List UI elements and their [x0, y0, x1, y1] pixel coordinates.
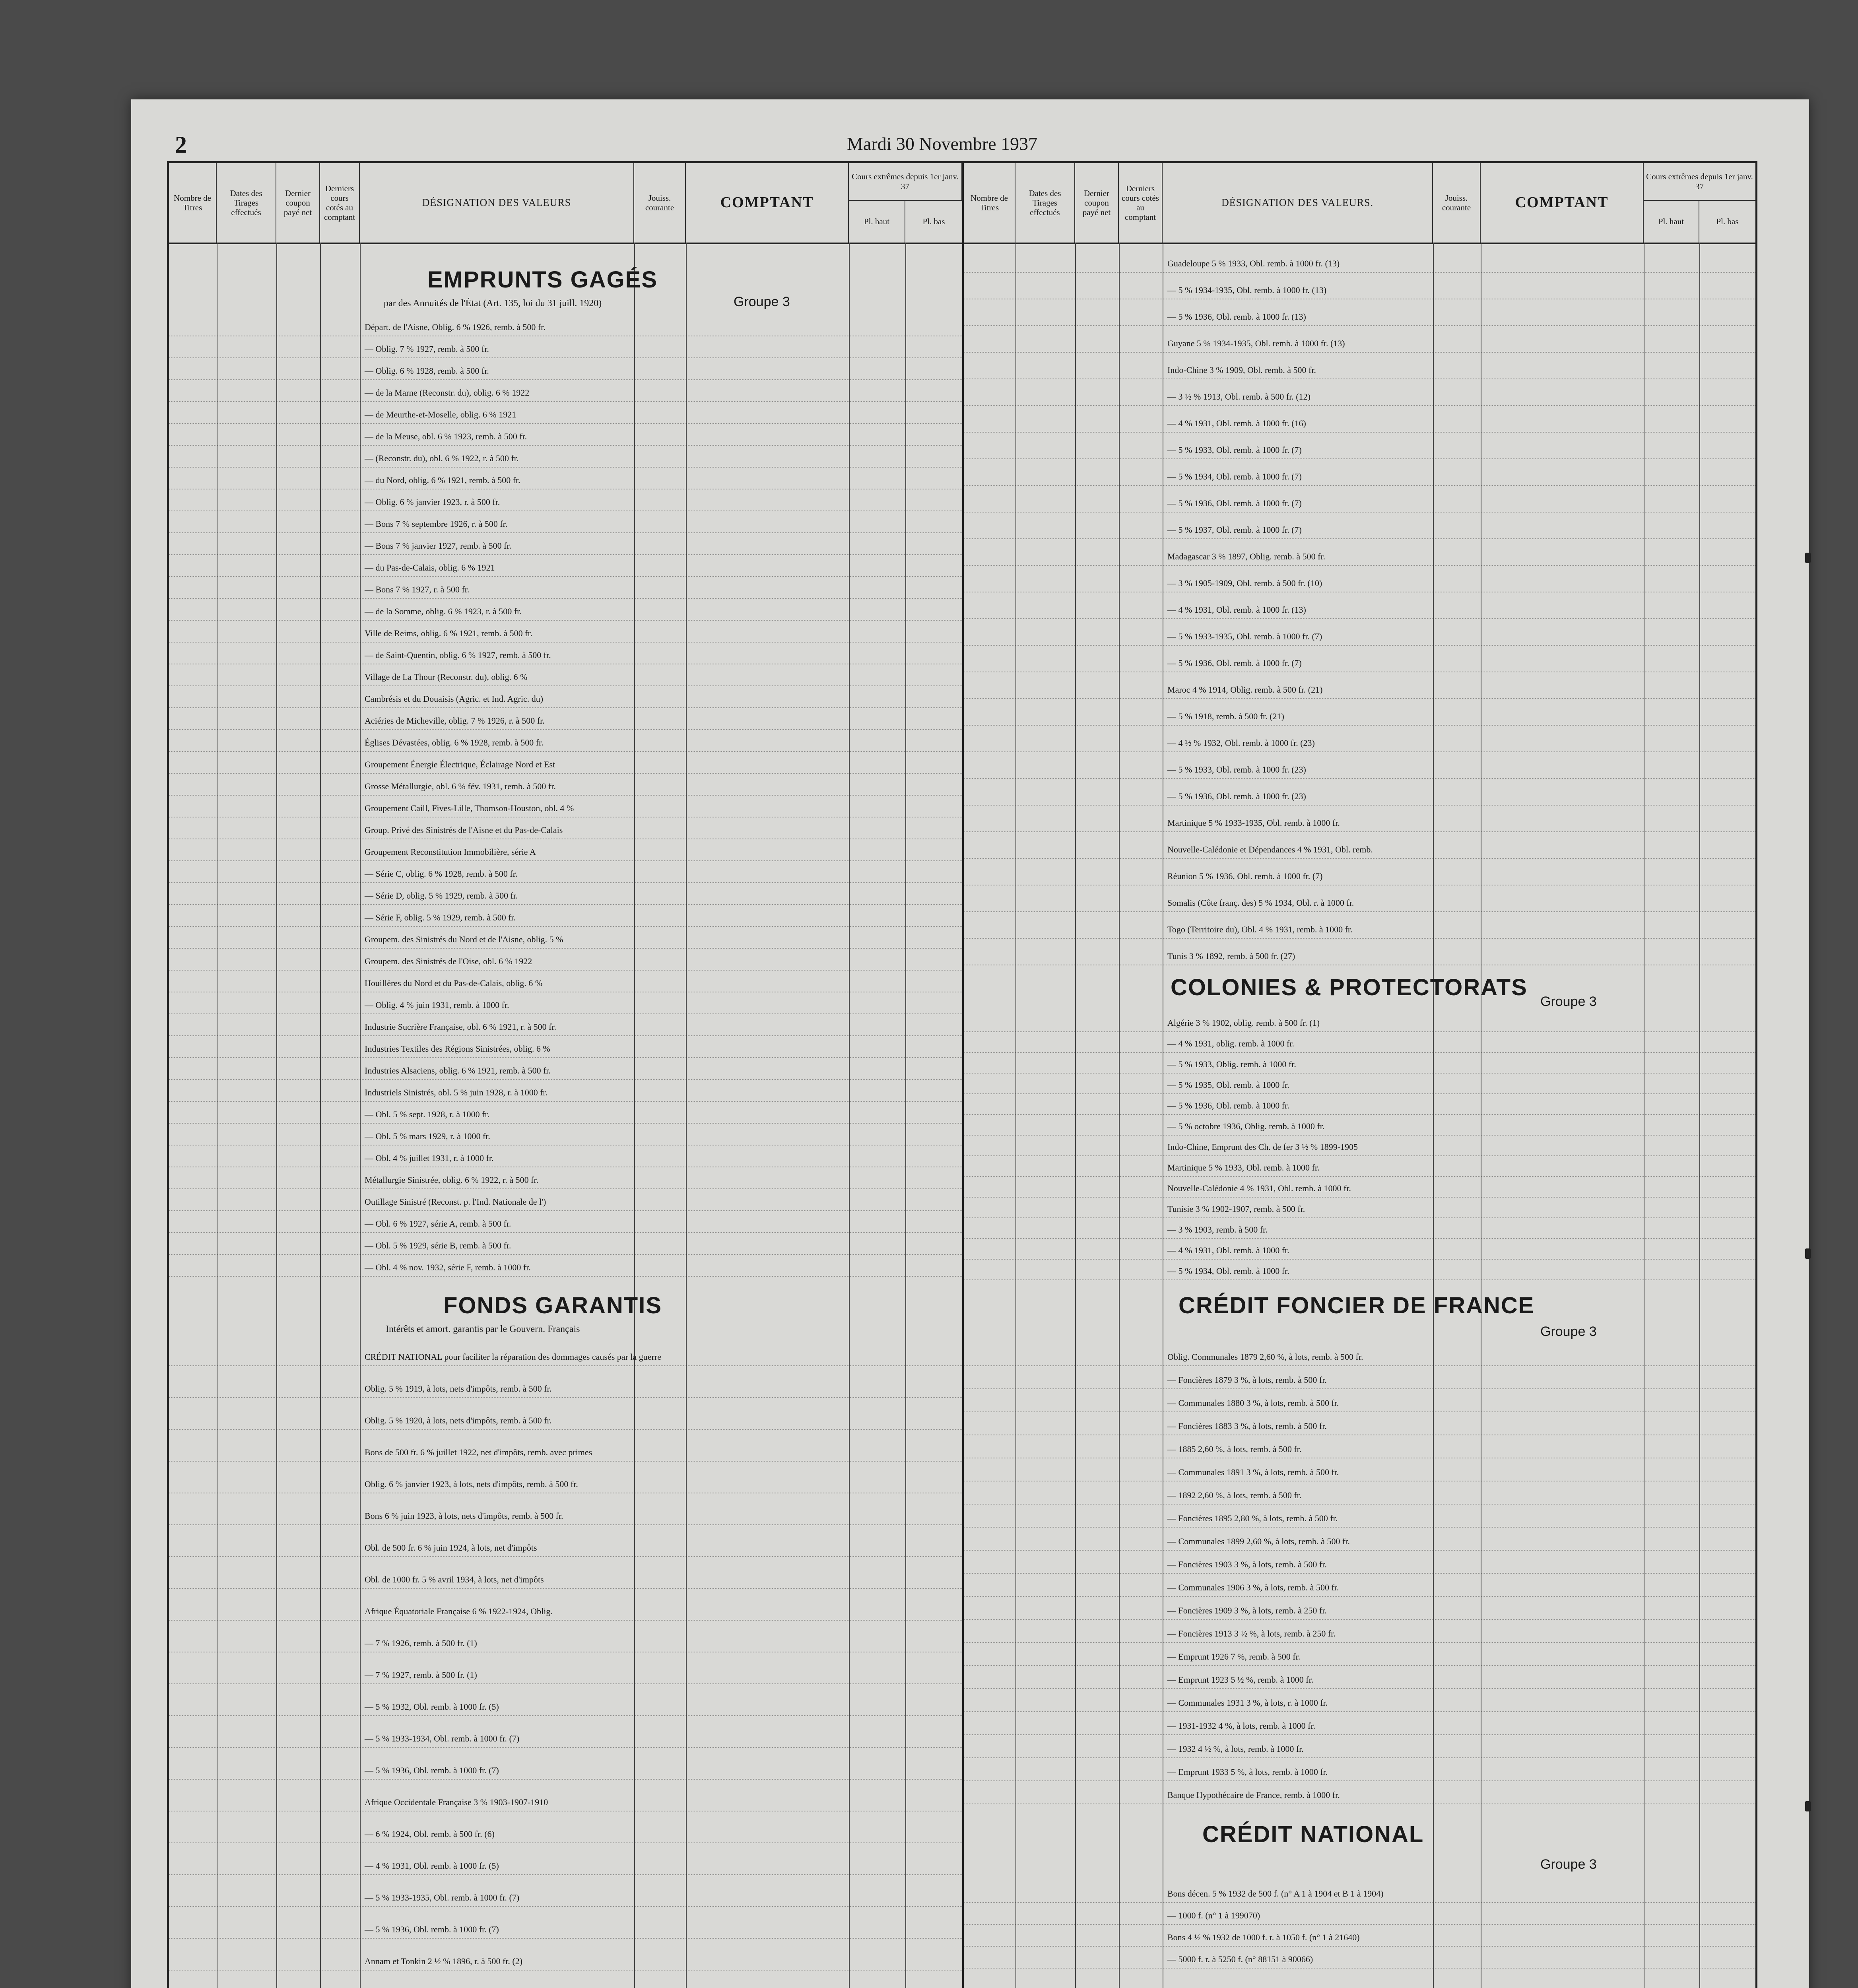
- security-designation: Algérie 3 % 1902, oblig. remb. à 500 fr. (1): [1167, 1018, 1320, 1028]
- security-designation: Village de La Thour (Reconstr. du), oblig. 6 %: [365, 672, 528, 682]
- row-dotted-rule: [964, 885, 1755, 886]
- row-dotted-rule: [169, 423, 962, 424]
- security-designation: — Bons 7 % septembre 1926, r. à 500 fr.: [365, 519, 508, 529]
- security-designation: — 5 % 1934-1935, Obl. remb. à 1000 fr. (13): [1167, 285, 1327, 295]
- row-dotted-rule: [964, 1135, 1755, 1136]
- security-designation: Oblig. Communales 1879 2,60 %, à lots, remb. à 500 fr.: [1167, 1352, 1363, 1362]
- security-designation: Indo-Chine 3 % 1909, Obl. remb. à 500 fr.: [1167, 365, 1316, 375]
- staple-mark: [1805, 553, 1811, 563]
- security-designation: — 5 % 1933, Obl. remb. à 1000 fr. (7): [1167, 445, 1302, 455]
- security-designation: — Foncières 1903 3 %, à lots, remb. à 500 fr.: [1167, 1559, 1327, 1569]
- security-designation: — (Reconstr. du), obl. 6 % 1922, r. à 500 fr.: [365, 453, 519, 463]
- header-derniers-cours: Derniers cours cotés au comptant: [1119, 163, 1163, 243]
- security-designation: — de Saint-Quentin, oblig. 6 % 1927, remb. à 500 fr.: [365, 650, 551, 660]
- security-designation: Cambrésis et du Douaisis (Agric. et Ind. Agric. du): [365, 694, 544, 704]
- row-dotted-rule: [964, 1946, 1755, 1947]
- row-dotted-rule: [964, 1279, 1755, 1281]
- row-dotted-rule: [169, 860, 962, 862]
- row-dotted-rule: [169, 1013, 962, 1015]
- row-dotted-rule: [964, 1435, 1755, 1436]
- security-designation: — 5 % 1933, Obl. remb. à 1000 fr. (23): [1167, 765, 1306, 775]
- row-dotted-rule: [169, 489, 962, 490]
- row-dotted-rule: [964, 405, 1755, 406]
- header-derniers-cours: Derniers cours cotés au comptant: [320, 163, 360, 243]
- security-designation: — 4 % 1931, Obl. remb. à 1000 fr. (13): [1167, 605, 1306, 615]
- security-designation: Bons 6 % juin 1923, à lots, nets d'impôts, remb. à 500 fr.: [365, 1511, 563, 1521]
- security-designation: Annam et Tonkin 2 ½ % 1896, r. à 500 fr. (2): [365, 1956, 523, 1966]
- security-designation: — 3 ½ % 1913, Obl. remb. à 500 fr. (12): [1167, 392, 1311, 402]
- security-designation: — 4 % 1931, Obl. remb. à 1000 fr. (5): [365, 1861, 499, 1871]
- row-dotted-rule: [169, 882, 962, 883]
- security-designation: — 3 % 1903, remb. à 500 fr.: [1167, 1225, 1268, 1235]
- header-jouissance: Jouiss. courante: [1433, 163, 1481, 243]
- row-dotted-rule: [964, 565, 1755, 566]
- security-designation: — 5 % 1936, Obl. remb. à 1000 fr. (13): [1167, 312, 1306, 322]
- row-dotted-rule: [964, 1259, 1755, 1260]
- security-designation: Industrie Sucrière Française, obl. 6 % 1921, r. à 500 fr.: [365, 1022, 557, 1032]
- security-designation: Outillage Sinistré (Reconst. p. l'Ind. Nationale de l'): [365, 1197, 546, 1207]
- section-title-credit-foncier: CRÉDIT FONCIER DE FRANCE: [1178, 1293, 1535, 1318]
- row-dotted-rule: [964, 299, 1755, 300]
- right-table-header: [964, 163, 1755, 244]
- security-designation: — de la Somme, oblig. 6 % 1923, r. à 500 fr.: [365, 606, 522, 616]
- row-dotted-rule: [964, 1238, 1755, 1239]
- security-designation: — 5 % 1936, Obl. remb. à 1000 fr. (7): [1167, 498, 1302, 508]
- row-dotted-rule: [169, 1842, 962, 1844]
- row-dotted-rule: [964, 1780, 1755, 1782]
- page-number: 2: [175, 132, 187, 158]
- row-dotted-rule: [169, 1715, 962, 1716]
- security-designation: Maroc 4 % 1914, Oblig. remb. à 500 fr. (21): [1167, 685, 1323, 695]
- security-designation: — 5 % 1932, Obl. remb. à 1000 fr. (5): [365, 1702, 499, 1712]
- security-designation: Oblig. 5 % 1920, à lots, nets d'impôts, remb. à 500 fr.: [365, 1415, 552, 1425]
- security-designation: — 5 % 1935, Obl. remb. à 1000 fr.: [1167, 1080, 1289, 1090]
- security-designation: — 6 % 1924, Obl. remb. à 500 fr. (6): [365, 1829, 495, 1839]
- security-designation: — 5 % 1918, remb. à 500 fr. (21): [1167, 711, 1284, 721]
- security-designation: — Emprunt 1933 5 %, à lots, remb. à 1000 fr.: [1167, 1767, 1328, 1777]
- security-designation: — Série C, oblig. 6 % 1928, remb. à 500 fr.: [365, 869, 518, 879]
- security-designation: Ville de Reims, oblig. 6 % 1921, remb. à 500 fr.: [365, 628, 533, 638]
- security-designation: Oblig. 5 % 1919, à lots, nets d'impôts, remb. à 500 fr.: [365, 1384, 552, 1394]
- security-designation: — Communales 1906 3 %, à lots, remb. à 500 fr.: [1167, 1582, 1339, 1592]
- security-designation: Industriels Sinistrés, obl. 5 % juin 1928, r. à 1000 fr.: [365, 1087, 548, 1097]
- left-half-table: [169, 163, 964, 1988]
- row-dotted-rule: [964, 1804, 1755, 1805]
- security-designation: — Oblig. 7 % 1927, remb. à 500 fr.: [365, 344, 489, 354]
- row-dotted-rule: [169, 1210, 962, 1211]
- row-dotted-rule: [964, 1596, 1755, 1597]
- security-designation: — Obl. 5 % sept. 1928, r. à 1000 fr.: [365, 1109, 490, 1119]
- security-designation: CRÉDIT NATIONAL pour faciliter la réparation des dommages causés par la guerre: [365, 1352, 661, 1362]
- quotation-table: [167, 161, 1757, 1988]
- page-date: Mardi 30 Novembre 1937: [847, 134, 1038, 154]
- security-designation: — du Nord, oblig. 6 % 1921, remb. à 500 fr.: [365, 475, 520, 485]
- group-label-colonies: Groupe 3: [1540, 994, 1597, 1009]
- security-designation: — 1931-1932 4 %, à lots, remb. à 1000 fr.: [1167, 1721, 1316, 1731]
- security-designation: — Foncières 1883 3 %, à lots, remb. à 500 fr.: [1167, 1421, 1327, 1431]
- header-dernier-coupon: Dernier coupon payé net: [276, 163, 320, 243]
- header-pl-bas: Pl. bas: [1716, 217, 1739, 227]
- row-dotted-rule: [169, 707, 962, 709]
- row-dotted-rule: [964, 1757, 1755, 1759]
- security-designation: — 5 % octobre 1936, Oblig. remb. à 1000 fr.: [1167, 1121, 1325, 1131]
- row-dotted-rule: [169, 1747, 962, 1748]
- row-dotted-rule: [169, 1461, 962, 1462]
- row-dotted-rule: [169, 1397, 962, 1398]
- row-dotted-rule: [964, 1688, 1755, 1689]
- security-designation: — Obl. 5 % 1929, série B, remb. à 500 fr.: [365, 1241, 511, 1250]
- row-dotted-rule: [964, 698, 1755, 699]
- header-pl-bas: Pl. bas: [922, 217, 945, 227]
- security-designation: — Emprunt 1923 5 ½ %, remb. à 1000 fr.: [1167, 1675, 1314, 1685]
- row-dotted-rule: [964, 272, 1755, 273]
- row-dotted-rule: [169, 379, 962, 381]
- security-designation: Afrique Occidentale Française 3 % 1903-1907-1910: [365, 1797, 548, 1807]
- security-designation: — Série D, oblig. 5 % 1929, remb. à 500 fr.: [365, 891, 518, 901]
- security-designation: — de la Marne (Reconstr. du), oblig. 6 % 1922: [365, 388, 530, 398]
- security-designation: — 5 % 1933-1935, Obl. remb. à 1000 fr. (7): [1167, 631, 1322, 641]
- header-nombre-titres: Nombre de Titres: [169, 163, 217, 243]
- row-dotted-rule: [964, 1924, 1755, 1925]
- row-dotted-rule: [964, 1527, 1755, 1528]
- row-dotted-rule: [169, 992, 962, 993]
- security-designation: — 5 % 1934, Obl. remb. à 1000 fr.: [1167, 1266, 1289, 1276]
- row-dotted-rule: [169, 598, 962, 599]
- security-designation: Guyane 5 % 1934-1935, Obl. remb. à 1000 fr. (13): [1167, 338, 1345, 348]
- row-dotted-rule: [169, 1652, 962, 1653]
- row-dotted-rule: [169, 511, 962, 512]
- security-designation: — 5 % 1933, Oblig. remb. à 1000 fr.: [1167, 1059, 1296, 1069]
- row-dotted-rule: [169, 839, 962, 840]
- row-dotted-rule: [169, 467, 962, 468]
- row-dotted-rule: [964, 1411, 1755, 1413]
- row-dotted-rule: [964, 672, 1755, 673]
- row-dotted-rule: [169, 1588, 962, 1589]
- header-designation: DÉSIGNATION DES VALEURS.: [1163, 163, 1433, 243]
- security-designation: — 4 ½ % 1932, Obl. remb. à 1000 fr. (23): [1167, 738, 1315, 748]
- security-designation: — 5 % 1936, Obl. remb. à 1000 fr. (7): [365, 1765, 499, 1775]
- security-designation: — Obl. 4 % juillet 1931, r. à 1000 fr.: [365, 1153, 494, 1163]
- row-dotted-rule: [169, 664, 962, 665]
- row-dotted-rule: [964, 1734, 1755, 1736]
- security-designation: Tunis 3 % 1892, remb. à 500 fr. (27): [1167, 951, 1295, 961]
- row-dotted-rule: [169, 1970, 962, 1971]
- row-dotted-rule: [964, 805, 1755, 806]
- row-dotted-rule: [964, 965, 1755, 966]
- row-dotted-rule: [964, 1619, 1755, 1620]
- row-dotted-rule: [964, 1573, 1755, 1574]
- row-dotted-rule: [169, 1683, 962, 1685]
- security-designation: — Foncières 1909 3 %, à lots, remb. à 250 fr.: [1167, 1606, 1327, 1615]
- row-dotted-rule: [964, 538, 1755, 540]
- security-designation: Martinique 5 % 1933-1935, Obl. remb. à 1000 fr.: [1167, 818, 1340, 828]
- row-dotted-rule: [169, 1057, 962, 1058]
- row-dotted-rule: [964, 778, 1755, 779]
- row-dotted-rule: [169, 1035, 962, 1037]
- row-dotted-rule: [964, 725, 1755, 726]
- row-dotted-rule: [169, 1811, 962, 1812]
- security-designation: — 5 % 1936, Obl. remb. à 1000 fr. (7): [365, 1924, 499, 1934]
- staple-mark: [1805, 1248, 1811, 1259]
- right-half-table: [964, 163, 1755, 1988]
- header-comptant: COMPTANT: [686, 163, 849, 243]
- row-dotted-rule: [964, 618, 1755, 619]
- security-designation: Somalis (Côte franç. des) 5 % 1934, Obl. r. à 1000 fr.: [1167, 898, 1354, 908]
- row-dotted-rule: [964, 458, 1755, 460]
- security-designation: Bons décen. 5 % 1932 de 500 f. (n° A 1 à 1904 et B 1 à 1904): [1167, 1889, 1384, 1899]
- security-designation: Obl. de 500 fr. 6 % juin 1924, à lots, net d'impôts: [365, 1543, 537, 1553]
- group-label-emprunts: Groupe 3: [734, 294, 790, 309]
- row-dotted-rule: [169, 1429, 962, 1430]
- group-label-credit-national: Groupe 3: [1540, 1857, 1597, 1872]
- security-designation: — 1885 2,60 %, à lots, remb. à 500 fr.: [1167, 1444, 1302, 1454]
- security-designation: — 1932 4 ½ %, à lots, remb. à 1000 fr.: [1167, 1744, 1304, 1754]
- security-designation: — Communales 1899 2,60 %, à lots, remb. à 500 fr.: [1167, 1536, 1350, 1546]
- header-comptant: COMPTANT: [1481, 163, 1644, 243]
- row-dotted-rule: [964, 1114, 1755, 1115]
- security-designation: — 5 % 1936, Obl. remb. à 1000 fr.: [1167, 1101, 1289, 1110]
- header-designation: DÉSIGNATION DES VALEURS: [360, 163, 634, 243]
- row-dotted-rule: [169, 1906, 962, 1907]
- row-dotted-rule: [964, 592, 1755, 593]
- security-designation: — 4 % 1931, Obl. remb. à 1000 fr. (16): [1167, 418, 1306, 428]
- row-dotted-rule: [169, 1079, 962, 1080]
- security-designation: Guadeloupe 5 % 1933, Obl. remb. à 1000 fr. (13): [1167, 258, 1340, 268]
- row-dotted-rule: [169, 1188, 962, 1190]
- security-designation: Groupement Reconstitution Immobilière, série A: [365, 847, 536, 857]
- row-dotted-rule: [964, 831, 1755, 833]
- row-dotted-rule: [169, 1620, 962, 1621]
- security-designation: — 1892 2,60 %, à lots, remb. à 500 fr.: [1167, 1490, 1302, 1500]
- row-dotted-rule: [169, 1938, 962, 1939]
- security-designation: — Bons 7 % janvier 1927, remb. à 500 fr.: [365, 541, 512, 551]
- section-title-credit-national: CRÉDIT NATIONAL: [1202, 1821, 1424, 1847]
- security-designation: Bons 4 ½ % 1932 de 1000 f. r. à 1050 f. (n° 1 à 21640): [1167, 1932, 1360, 1942]
- row-dotted-rule: [169, 1874, 962, 1875]
- security-designation: Tunisie 3 % 1902-1907, remb. à 500 fr.: [1167, 1204, 1305, 1214]
- row-dotted-rule: [169, 795, 962, 796]
- row-dotted-rule: [169, 970, 962, 971]
- row-dotted-rule: [169, 401, 962, 402]
- security-designation: Réunion 5 % 1936, Obl. remb. à 1000 fr. (7): [1167, 871, 1323, 881]
- security-designation: — de la Meuse, obl. 6 % 1923, remb. à 500 fr.: [365, 431, 527, 441]
- section-title-emprunts-gages: EMPRUNTS GAGÉS: [427, 267, 658, 293]
- security-designation: — Bons 7 % 1927, r. à 500 fr.: [365, 584, 470, 594]
- row-dotted-rule: [964, 1052, 1755, 1053]
- header-cours-extremes: Cours extrêmes depuis 1er janv. 37: [849, 163, 962, 201]
- security-designation: — 4 % 1931, oblig. remb. à 1000 fr.: [1167, 1039, 1294, 1048]
- row-dotted-rule: [964, 1968, 1755, 1969]
- security-designation: — du Pas-de-Calais, oblig. 6 % 1921: [365, 563, 495, 573]
- section-title-colonies: COLONIES & PROTECTORATS: [1171, 975, 1528, 1000]
- section-subtitle-emprunts: par des Annuités de l'État (Art. 135, loi du 31 juill. 1920): [384, 298, 602, 309]
- header-jouissance: Jouiss. courante: [634, 163, 686, 243]
- row-dotted-rule: [169, 1145, 962, 1146]
- row-dotted-rule: [169, 336, 962, 337]
- row-dotted-rule: [964, 858, 1755, 859]
- row-dotted-rule: [169, 357, 962, 359]
- header-nombre-titres: Nombre de Titres: [964, 163, 1015, 243]
- security-designation: Nouvelle-Calédonie 4 % 1931, Obl. remb. à 1000 fr.: [1167, 1183, 1351, 1193]
- row-dotted-rule: [964, 1155, 1755, 1157]
- row-dotted-rule: [169, 926, 962, 927]
- security-designation: — Communales 1880 3 %, à lots, remb. à 500 fr.: [1167, 1398, 1339, 1408]
- row-dotted-rule: [169, 1276, 962, 1277]
- security-designation: Madagascar 3 % 1897, Oblig. remb. à 500 fr.: [1167, 551, 1326, 561]
- row-dotted-rule: [964, 1550, 1755, 1551]
- staple-mark: [1805, 1801, 1811, 1811]
- security-designation: Group. Privé des Sinistrés de l'Aisne et du Pas-de-Calais: [365, 825, 563, 835]
- row-dotted-rule: [964, 1481, 1755, 1482]
- section-subtitle-fonds: Intérêts et amort. garantis par le Gouvern. Français: [386, 1324, 580, 1334]
- row-dotted-rule: [169, 554, 962, 555]
- row-dotted-rule: [169, 642, 962, 643]
- row-dotted-rule: [169, 1101, 962, 1102]
- row-dotted-rule: [964, 1093, 1755, 1095]
- security-designation: Martinique 5 % 1933, Obl. remb. à 1000 fr.: [1167, 1163, 1320, 1173]
- row-dotted-rule: [169, 948, 962, 949]
- security-designation: — Foncières 1913 3 ½ %, à lots, remb. à 250 fr.: [1167, 1629, 1336, 1639]
- row-dotted-rule: [169, 1365, 962, 1367]
- header-pl-haut: Pl. haut: [1644, 201, 1699, 243]
- row-dotted-rule: [964, 751, 1755, 753]
- row-dotted-rule: [169, 773, 962, 774]
- row-dotted-rule: [964, 485, 1755, 486]
- row-dotted-rule: [169, 685, 962, 687]
- security-designation: Groupement Caill, Fives-Lille, Thomson-Houston, obl. 4 %: [365, 803, 574, 813]
- security-designation: — 5 % 1934, Obl. remb. à 1000 fr. (7): [1167, 472, 1302, 481]
- row-dotted-rule: [169, 1167, 962, 1168]
- security-designation: — 5 % 1936, Obl. remb. à 1000 fr. (7): [1167, 658, 1302, 668]
- row-dotted-rule: [964, 1504, 1755, 1505]
- security-designation: — 5 % 1933-1934, Obl. remb. à 1000 fr. (7): [365, 1734, 520, 1743]
- row-dotted-rule: [964, 1711, 1755, 1712]
- security-designation: — 5 % 1937, Obl. remb. à 1000 fr. (7): [1167, 525, 1302, 535]
- row-dotted-rule: [169, 1232, 962, 1233]
- row-dotted-rule: [964, 1031, 1755, 1033]
- security-designation: Métallurgie Sinistrée, oblig. 6 % 1922, r. à 500 fr.: [365, 1175, 539, 1185]
- row-dotted-rule: [169, 1493, 962, 1494]
- security-designation: Togo (Territoire du), Obl. 4 % 1931, remb. à 1000 fr.: [1167, 924, 1353, 934]
- row-dotted-rule: [964, 432, 1755, 433]
- security-designation: — 1000 f. (n° 1 à 199070): [1167, 1910, 1260, 1920]
- row-dotted-rule: [964, 1388, 1755, 1390]
- row-dotted-rule: [169, 620, 962, 621]
- row-dotted-rule: [964, 1217, 1755, 1219]
- left-table-header: [169, 163, 962, 244]
- security-designation: Groupem. des Sinistrés du Nord et de l'Aisne, oblig. 5 %: [365, 934, 563, 944]
- header-pl-haut: Pl. haut: [849, 201, 905, 243]
- row-dotted-rule: [964, 325, 1755, 326]
- security-designation: Églises Dévastées, oblig. 6 % 1928, remb. à 500 fr.: [365, 738, 544, 747]
- row-dotted-rule: [169, 1556, 962, 1557]
- security-designation: Départ. de l'Aisne, Oblig. 6 % 1926, remb. à 500 fr.: [365, 322, 546, 332]
- security-designation: Bons de 500 fr. 6 % juillet 1922, net d'impôts, remb. avec primes: [365, 1447, 592, 1457]
- row-dotted-rule: [964, 938, 1755, 939]
- header-dates-tirages: Dates des Tirages effectués: [1015, 163, 1075, 243]
- security-designation: Industries Alsaciens, oblig. 6 % 1921, remb. à 500 fr.: [365, 1066, 551, 1076]
- row-dotted-rule: [964, 1902, 1755, 1903]
- security-designation: — Obl. 4 % nov. 1932, série F, remb. à 1000 fr.: [365, 1262, 531, 1272]
- row-dotted-rule: [964, 911, 1755, 912]
- security-designation: Grosse Métallurgie, obl. 6 % fév. 1931, remb. à 500 fr.: [365, 781, 556, 791]
- row-dotted-rule: [169, 576, 962, 577]
- security-designation: — 5 % 1936, Obl. remb. à 1000 fr. (23): [1167, 791, 1306, 801]
- security-designation: Groupem. des Sinistrés de l'Oise, obl. 6 % 1922: [365, 956, 532, 966]
- security-designation: — 4 % 1931, Obl. remb. à 1000 fr.: [1167, 1245, 1289, 1255]
- row-dotted-rule: [964, 512, 1755, 513]
- row-dotted-rule: [169, 445, 962, 446]
- newspaper-page: [131, 99, 1809, 1988]
- security-designation: — de Meurthe-et-Moselle, oblig. 6 % 1921: [365, 410, 516, 419]
- row-dotted-rule: [169, 751, 962, 752]
- security-designation: — Obl. 6 % 1927, série A, remb. à 500 fr.: [365, 1219, 511, 1229]
- security-designation: — Oblig. 6 % 1928, remb. à 500 fr.: [365, 366, 489, 376]
- security-designation: Oblig. 6 % janvier 1923, à lots, nets d'impôts, remb. à 500 fr.: [365, 1479, 578, 1489]
- security-designation: — Foncières 1879 3 %, à lots, remb. à 500 fr.: [1167, 1375, 1327, 1385]
- row-dotted-rule: [169, 532, 962, 534]
- security-designation: — 7 % 1926, remb. à 500 fr. (1): [365, 1638, 477, 1648]
- security-designation: — Série F, oblig. 5 % 1929, remb. à 500 fr.: [365, 912, 516, 922]
- section-title-fonds-garantis: FONDS GARANTIS: [443, 1293, 662, 1318]
- row-dotted-rule: [964, 645, 1755, 646]
- security-designation: Afrique Équatoriale Française 6 % 1922-1924, Oblig.: [365, 1606, 553, 1616]
- header-dates-tirages: Dates des Tirages effectués: [217, 163, 276, 243]
- row-dotted-rule: [169, 904, 962, 905]
- security-designation: — 7 % 1927, remb. à 500 fr. (1): [365, 1670, 477, 1680]
- security-designation: — Obl. 5 % mars 1929, r. à 1000 fr.: [365, 1131, 490, 1141]
- row-dotted-rule: [964, 1665, 1755, 1666]
- header-cours-extremes: Cours extrêmes depuis 1er janv. 37: [1644, 163, 1755, 201]
- security-designation: Banque Hypothécaire de France, remb. à 1000 fr.: [1167, 1790, 1340, 1800]
- row-dotted-rule: [964, 1365, 1755, 1367]
- security-designation: Aciéries de Micheville, oblig. 7 % 1926, r. à 500 fr.: [365, 716, 545, 726]
- row-dotted-rule: [169, 1123, 962, 1124]
- security-designation: Groupement Énergie Électrique, Éclairage Nord et Est: [365, 759, 555, 769]
- row-dotted-rule: [169, 1779, 962, 1780]
- security-designation: Industries Textiles des Régions Sinistrées, oblig. 6 %: [365, 1044, 550, 1054]
- row-dotted-rule: [964, 352, 1755, 353]
- row-dotted-rule: [964, 1642, 1755, 1643]
- security-designation: — Communales 1931 3 %, à lots, r. à 1000 fr.: [1167, 1698, 1328, 1708]
- security-designation: — Communales 1891 3 %, à lots, remb. à 500 fr.: [1167, 1467, 1339, 1477]
- security-designation: — 3 % 1905-1909, Obl. remb. à 500 fr. (10): [1167, 578, 1322, 588]
- security-designation: — Oblig. 4 % juin 1931, remb. à 1000 fr.: [365, 1000, 509, 1010]
- row-dotted-rule: [169, 1254, 962, 1255]
- group-label-credit-foncier: Groupe 3: [1540, 1324, 1597, 1339]
- row-dotted-rule: [964, 379, 1755, 380]
- header-dernier-coupon: Dernier coupon payé net: [1075, 163, 1119, 243]
- security-designation: — 5000 f. r. à 5250 f. (n° 88151 à 90066): [1167, 1954, 1313, 1964]
- row-dotted-rule: [169, 817, 962, 818]
- security-designation: — Oblig. 6 % janvier 1923, r. à 500 fr.: [365, 497, 500, 507]
- row-dotted-rule: [964, 1458, 1755, 1459]
- row-dotted-rule: [964, 1197, 1755, 1198]
- security-designation: — 5 % 1933-1935, Obl. remb. à 1000 fr. (7): [365, 1893, 520, 1903]
- security-designation: Indo-Chine, Emprunt des Ch. de fer 3 ½ % 1899-1905: [1167, 1142, 1358, 1152]
- security-designation: — Foncières 1895 2,80 %, à lots, remb. à 500 fr.: [1167, 1513, 1338, 1523]
- security-designation: Houillères du Nord et du Pas-de-Calais, oblig. 6 %: [365, 978, 543, 988]
- row-dotted-rule: [169, 1524, 962, 1526]
- security-designation: Obl. de 1000 fr. 5 % avril 1934, à lots, net d'impôts: [365, 1574, 544, 1584]
- security-designation: Nouvelle-Calédonie et Dépendances 4 % 1931, Obl. remb.: [1167, 845, 1373, 854]
- security-designation: — Emprunt 1926 7 %, remb. à 500 fr.: [1167, 1652, 1301, 1662]
- row-dotted-rule: [169, 729, 962, 730]
- row-dotted-rule: [964, 1073, 1755, 1074]
- row-dotted-rule: [964, 1176, 1755, 1177]
